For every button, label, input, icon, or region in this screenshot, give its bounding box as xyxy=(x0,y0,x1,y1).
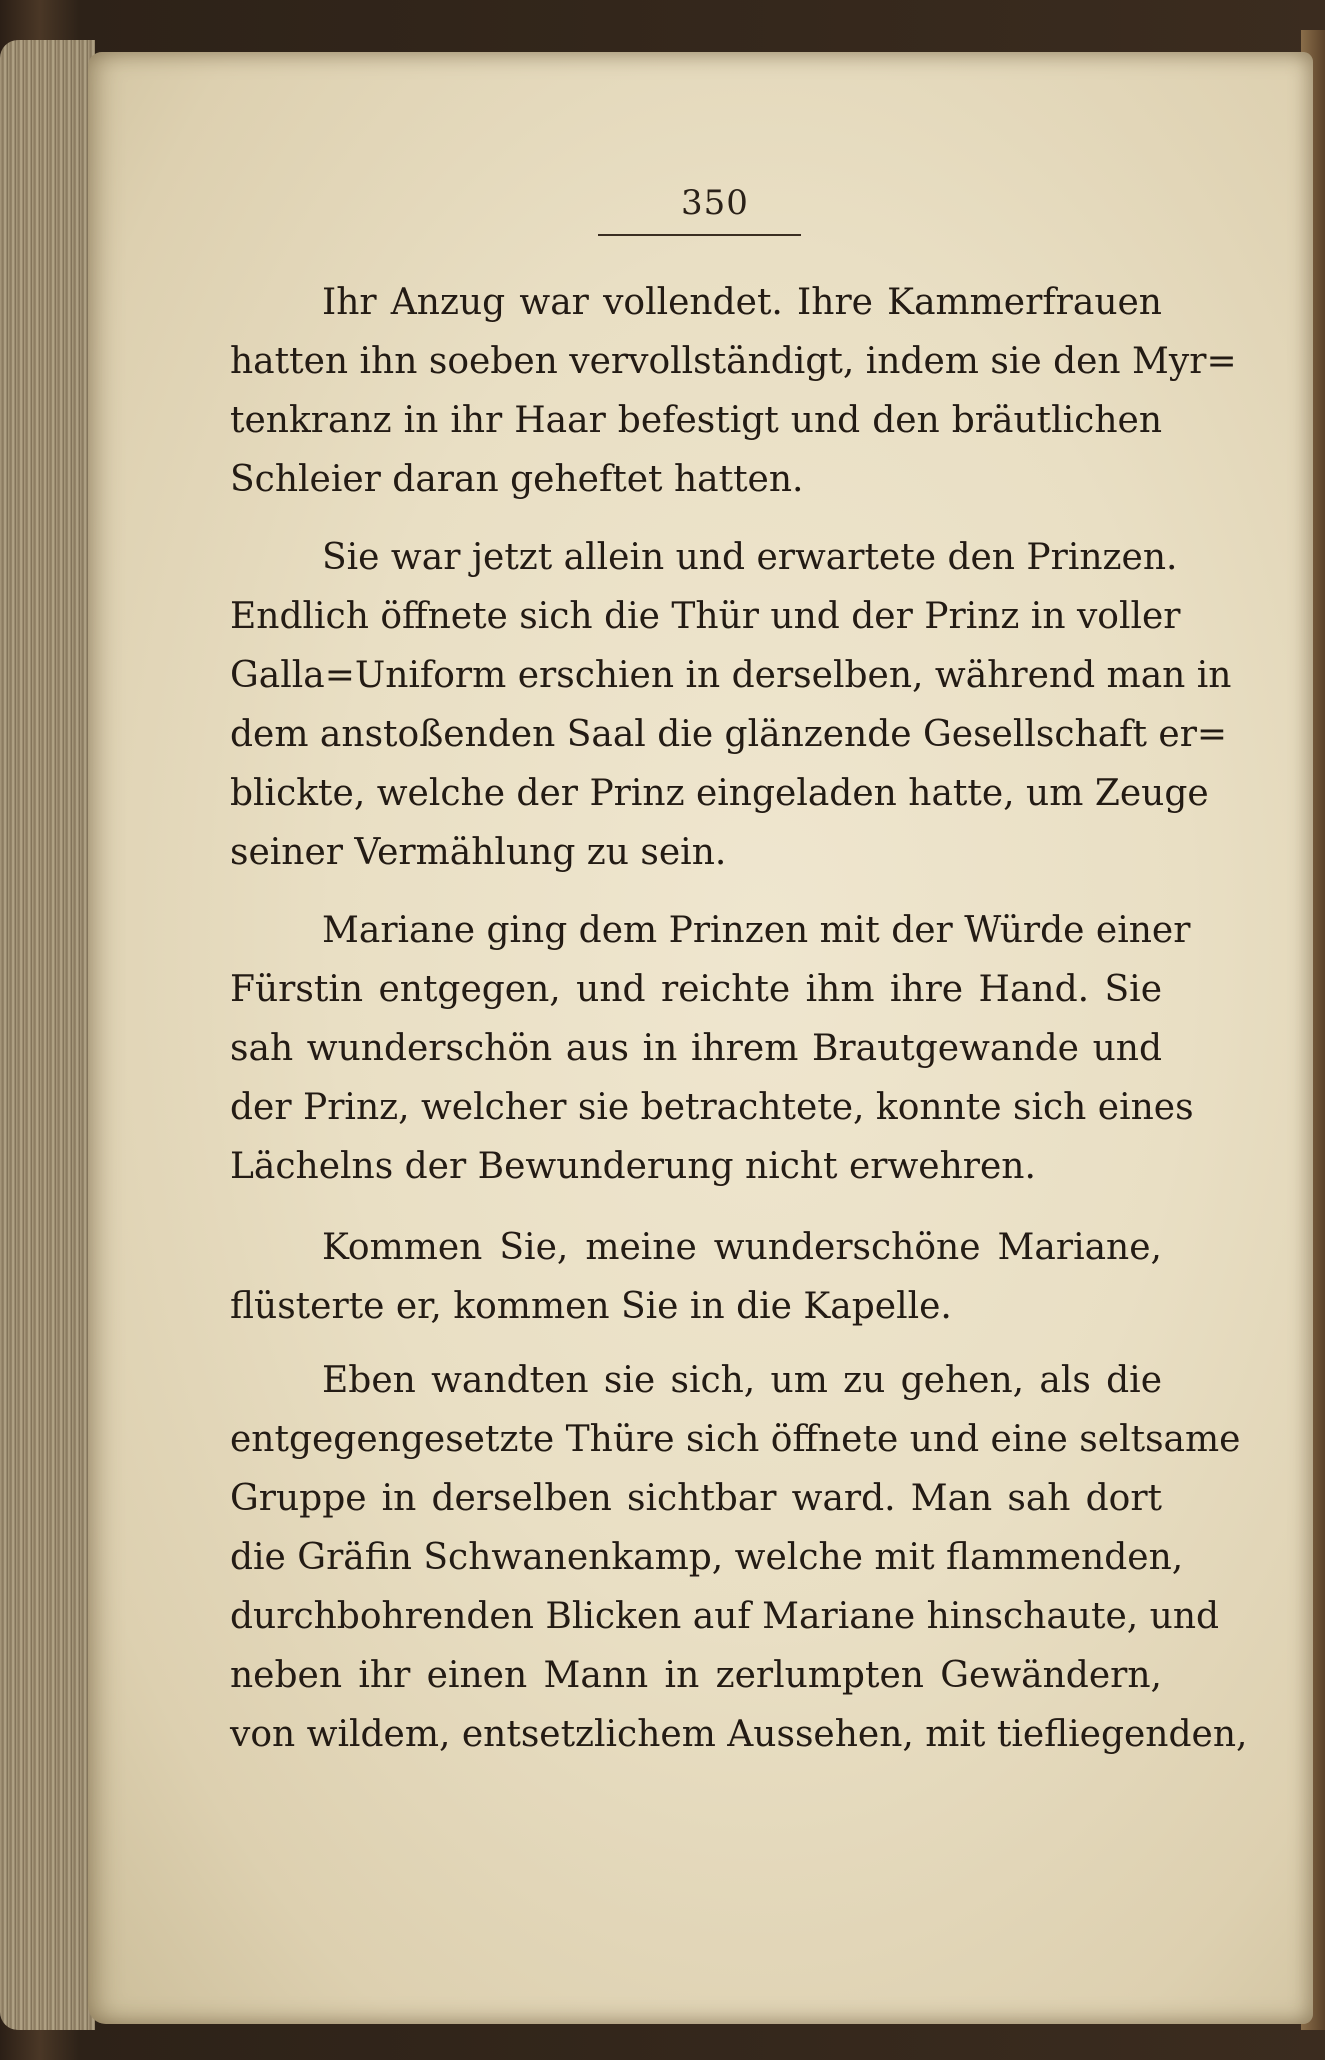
text-line: neben ihr einen Mann in zerlumpten Gewändern, xyxy=(230,1655,1162,1696)
page-number: 350 xyxy=(681,183,749,223)
header-rule xyxy=(598,234,801,236)
text-line: sah wunderschön aus in ihrem Brautgewande und xyxy=(230,1028,1162,1069)
paragraph-4 xyxy=(230,1218,1162,1336)
paragraph-1 xyxy=(230,273,1237,509)
paragraph-5 xyxy=(230,1351,1248,1764)
paragraph-2 xyxy=(230,528,1232,882)
text-line: Eben wandten sie sich, um zu gehen, als die xyxy=(322,1360,1162,1401)
text-line: die Gräfin Schwanenkamp, welche mit flammenden, xyxy=(230,1537,1184,1578)
text-line: hatten ihn soeben vervollständigt, indem sie den Myr= xyxy=(230,341,1237,382)
text-line: blickte, welche der Prinz eingeladen hatte, um Zeuge xyxy=(230,773,1209,814)
text-line: von wildem, entsetzlichem Aussehen, mit tiefliegenden, xyxy=(230,1714,1248,1755)
text-line: Fürstin entgegen, und reichte ihm ihre Hand. Sie xyxy=(230,969,1162,1010)
text-line: Sie war jetzt allein und erwartete den Prinzen. xyxy=(322,537,1178,578)
text-line: Lächelns der Bewunderung nicht erwehren. xyxy=(230,1146,1036,1187)
text-line: der Prinz, welcher sie betrachtete, konnte sich eines xyxy=(230,1087,1194,1128)
text-line: dem anstoßenden Saal die glänzende Gesellschaft er= xyxy=(230,714,1228,755)
text-line: durchbohrenden Blicken auf Mariane hinschaute, und xyxy=(230,1596,1220,1637)
text-line: Endlich öffnete sich die Thür und der Prinz in voller xyxy=(230,596,1181,637)
text-line: Kommen Sie, meine wunderschöne Mariane, xyxy=(322,1227,1162,1268)
text-line: flüsterte er, kommen Sie in die Kapelle. xyxy=(230,1286,952,1327)
text-line: tenkranz in ihr Haar befestigt und den bräutlichen xyxy=(230,400,1162,441)
text-line: Galla=Uniform erschien in derselben, während man in xyxy=(230,655,1232,696)
text-line: Schleier daran geheftet hatten. xyxy=(230,459,804,500)
paragraph-3 xyxy=(230,901,1194,1196)
page-edges xyxy=(0,40,95,2030)
text-line: Ihr Anzug war vollendet. Ihre Kammerfrauen xyxy=(322,282,1162,323)
text-line: entgegengesetzte Thüre sich öffnete und eine seltsame xyxy=(230,1419,1241,1460)
text-line: Mariane ging dem Prinzen mit der Würde einer xyxy=(322,910,1191,951)
text-line: Gruppe in derselben sichtbar ward. Man sah dort xyxy=(230,1478,1162,1519)
text-line: seiner Vermählung zu sein. xyxy=(230,832,727,873)
